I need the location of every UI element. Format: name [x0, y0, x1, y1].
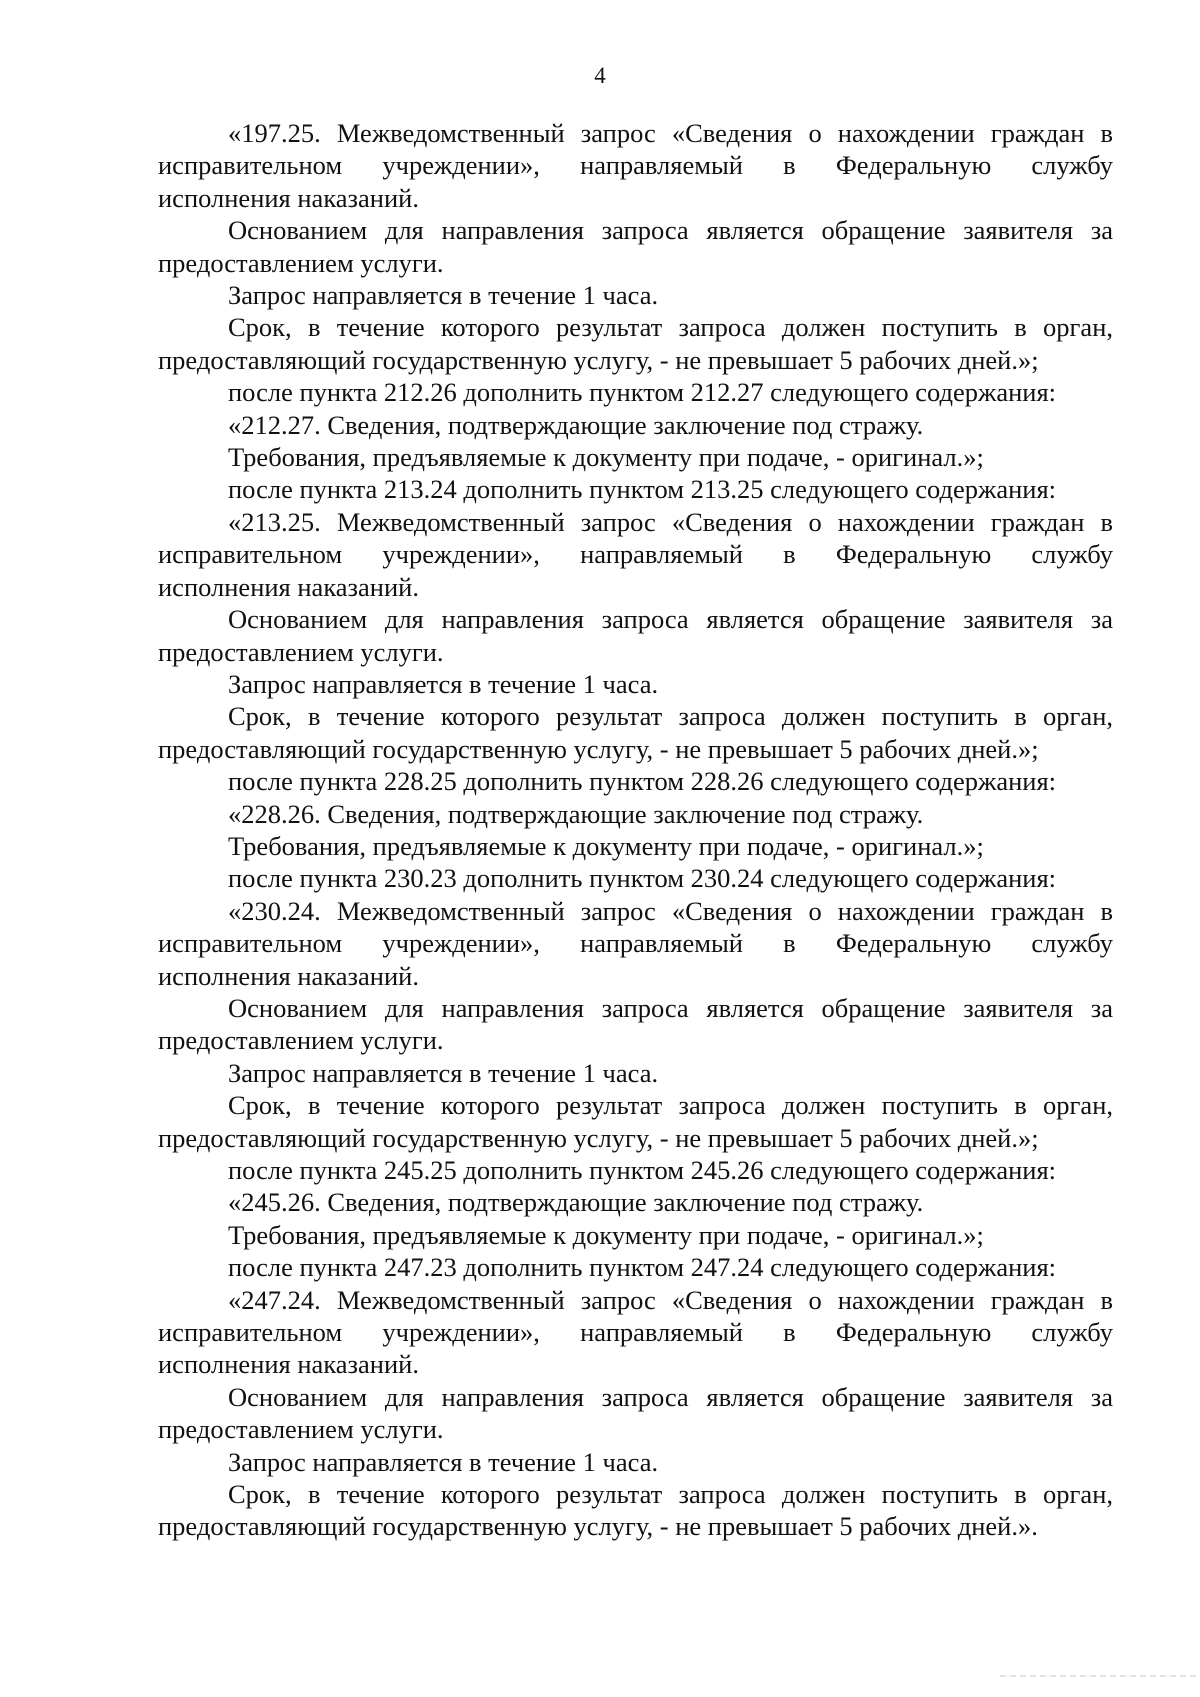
text-line: после пункта 230.23 дополнить пунктом 230.24 следующего содержания: [228, 863, 1057, 894]
text-line: предоставлением услуги. [158, 1025, 444, 1056]
text-line: после пункта 245.25 дополнить пунктом 245.26 следующего содержания: [228, 1155, 1057, 1185]
text-line: исполнения наказаний. [158, 1349, 419, 1380]
text-line: «213.25. Межведомственный запрос «Сведения о нахождении граждан в [228, 506, 1113, 537]
text-line: предоставлением услуги. [158, 247, 444, 278]
text-line: предоставлением услуги. [158, 1414, 444, 1445]
text-line: Запрос направляется в течение 1 часа. [228, 668, 659, 699]
text-line: исправительном учреждении», направляемый в Федеральную службу [158, 1317, 1113, 1348]
text-line: Срок, в течение которого результат запроса должен поступить в орган, [228, 701, 1113, 732]
text-line: после пункта 228.25 дополнить пунктом 228.26 следующего содержания: [228, 766, 1057, 797]
text-line: предоставляющий государственную услугу, - не превышает 5 рабочих дней.»; [158, 1122, 1039, 1153]
text-line: Требования, предъявляемые к документу при подаче, - оригинал.»; [228, 442, 984, 473]
text-line: предоставляющий государственную услугу, - не превышает 5 рабочих дней.». [158, 1511, 1038, 1542]
text-line: Требования, предъявляемые к документу при подаче, - оригинал.»; [228, 1219, 984, 1250]
text-line: Требования, предъявляемые к документу при подаче, - оригинал.»; [228, 830, 984, 861]
text-line: предоставляющий государственную услугу, - не превышает 5 рабочих дней.»; [158, 344, 1039, 375]
text-line: «245.26. Сведения, подтверждающие заключение под стражу. [228, 1187, 924, 1218]
text-line: Основанием для направления запроса является обращение заявителя за [228, 1381, 1113, 1412]
text-line: исправительном учреждении», направляемый в Федеральную службу [158, 539, 1113, 570]
scan-edge-mark [1000, 1675, 1200, 1677]
text-line: «197.25. Межведомственный запрос «Сведения о нахождении граждан в [228, 118, 1113, 148]
text-line: Основанием для направления запроса является обращение заявителя за [228, 992, 1113, 1023]
text-line: после пункта 212.26 дополнить пунктом 212.27 следующего содержания: [228, 377, 1057, 408]
text-line: после пункта 247.23 дополнить пунктом 247.24 следующего содержания: [228, 1252, 1057, 1283]
text-line: исправительном учреждении», направляемый в Федеральную службу [158, 150, 1113, 181]
text-line: исполнения наказаний. [158, 182, 419, 213]
text-line: Запрос направляется в течение 1 часа. [228, 1057, 659, 1088]
text-line: «228.26. Сведения, подтверждающие заключение под стражу. [228, 798, 924, 829]
text-line: исполнения наказаний. [158, 960, 419, 991]
text-line: Основанием для направления запроса является обращение заявителя за [228, 604, 1113, 635]
text-line: Запрос направляется в течение 1 часа. [228, 1446, 659, 1477]
text-line: Срок, в течение которого результат запроса должен поступить в орган, [228, 1090, 1113, 1121]
text-line: исправительном учреждении», направляемый в Федеральную службу [158, 928, 1113, 959]
document-body [158, 117, 1113, 1543]
text-line: «212.27. Сведения, подтверждающие заключение под стражу. [228, 409, 924, 440]
text-line: Основанием для направления запроса является обращение заявителя за [228, 215, 1113, 246]
text-line: «247.24. Межведомственный запрос «Сведения о нахождении граждан в [228, 1284, 1113, 1315]
text-line: после пункта 213.24 дополнить пунктом 213.25 следующего содержания: [228, 474, 1057, 505]
text-line: Срок, в течение которого результат запроса должен поступить в орган, [228, 312, 1113, 343]
text-line: предоставляющий государственную услугу, - не превышает 5 рабочих дней.»; [158, 733, 1039, 764]
text-line: Запрос направляется в течение 1 часа. [228, 280, 659, 311]
text-line: исполнения наказаний. [158, 571, 419, 602]
text-line: Срок, в течение которого результат запроса должен поступить в орган, [228, 1479, 1113, 1510]
text-line: «230.24. Межведомственный запрос «Сведения о нахождении граждан в [228, 895, 1113, 926]
text-line: предоставлением услуги. [158, 636, 444, 667]
page-number: 4 [594, 63, 606, 88]
